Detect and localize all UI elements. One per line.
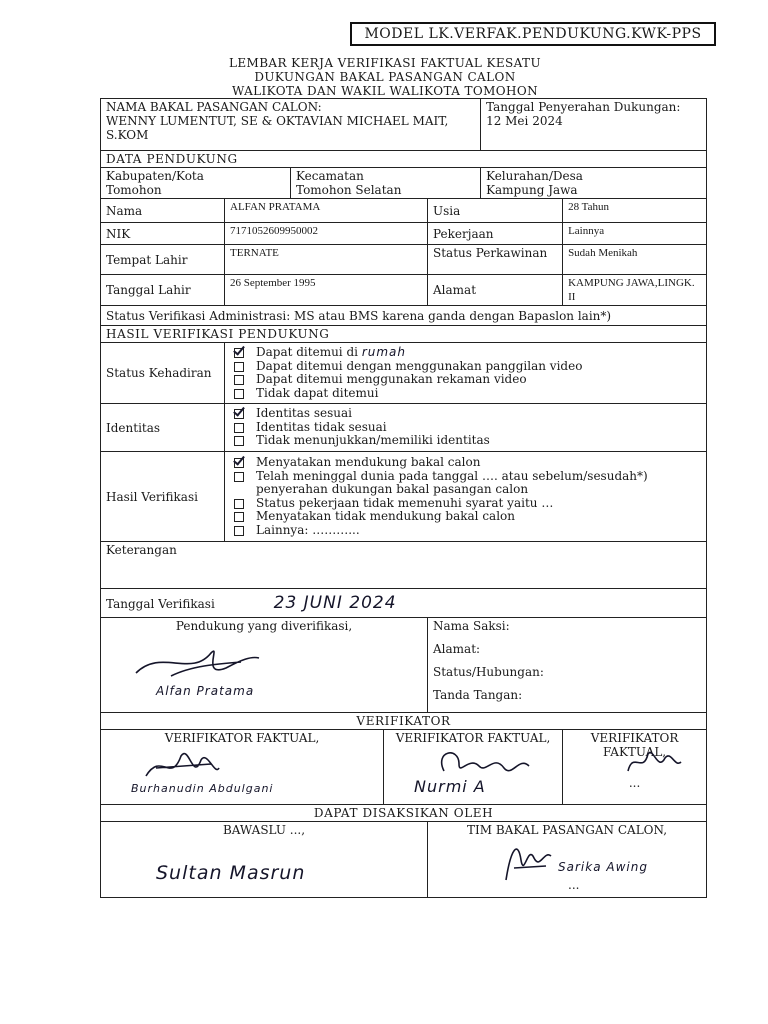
identitas-option-label: Identitas sesuai bbox=[256, 406, 352, 421]
hasil-option-5[interactable] bbox=[230, 524, 701, 538]
kehadiran-options bbox=[225, 343, 707, 404]
checkbox-icon[interactable] bbox=[234, 423, 244, 433]
kecamatan-value: Tomohon Selatan bbox=[296, 183, 402, 197]
checkbox-checked-icon[interactable] bbox=[234, 458, 244, 468]
keterangan-label: Keterangan bbox=[106, 543, 177, 557]
pekerjaan-value: Lainnya bbox=[563, 223, 707, 245]
pekerjaan-label: Pekerjaan bbox=[428, 223, 563, 245]
kehadiran-option-label: Dapat ditemui di bbox=[256, 345, 358, 359]
heading-line-1: LEMBAR KERJA VERIFIKASI FAKTUAL KESATU bbox=[229, 56, 541, 70]
verifikator-1-signature-icon bbox=[141, 746, 221, 786]
tanggal-verifikasi-cell bbox=[101, 589, 707, 618]
saksi-alamat-label: Alamat: bbox=[433, 642, 481, 656]
usia-label: Usia bbox=[428, 199, 563, 223]
hasil-option-3[interactable] bbox=[230, 497, 701, 511]
kehadiran-option-label: Tidak dapat ditemui bbox=[256, 385, 379, 400]
kelurahan-cell bbox=[481, 168, 707, 199]
keterangan-cell bbox=[101, 542, 707, 589]
kabupaten-cell bbox=[101, 168, 291, 199]
status-kawin-label: Status Perkawinan bbox=[428, 245, 563, 275]
checkbox-checked-icon[interactable] bbox=[234, 348, 244, 358]
nama-label: Nama bbox=[101, 199, 225, 223]
tempat-lahir-label: Tempat Lahir bbox=[101, 245, 225, 275]
kecamatan-cell bbox=[291, 168, 481, 199]
status-verifikasi-admin: Status Verifikasi Administrasi: MS atau BMS karena ganda dengan Bapaslon lain*) bbox=[101, 306, 707, 326]
nik-label: NIK bbox=[101, 223, 225, 245]
bawaslu-cell bbox=[101, 822, 428, 898]
hasil-option-2[interactable] bbox=[230, 470, 701, 497]
verifikator-3-name: ... bbox=[628, 776, 641, 790]
saksi-status-label: Status/Hubungan: bbox=[433, 665, 544, 679]
tempat-lahir-value: TERNATE bbox=[225, 245, 428, 275]
hasil-verifikasi-options bbox=[225, 452, 707, 542]
verifikator-1-name: Burhanudin Abdulgani bbox=[131, 782, 274, 795]
checkbox-icon[interactable] bbox=[234, 436, 244, 446]
hasil-option-label: Lainnya: ………... bbox=[256, 522, 360, 537]
heading-line-3: WALIKOTA DAN WAKIL WALIKOTA TOMOHON bbox=[231, 84, 539, 98]
alamat-label: Alamat bbox=[428, 275, 563, 306]
kehadiran-option-label: Dapat ditemui dengan menggunakan panggilan video bbox=[256, 358, 583, 373]
kabupaten-value: Tomohon bbox=[106, 183, 162, 197]
saksi-nama-label: Nama Saksi: bbox=[433, 619, 510, 633]
verifikator-3-label: VERIFIKATOR FAKTUAL, bbox=[590, 731, 679, 759]
hasil-option-label: Menyatakan tidak mendukung bakal calon bbox=[256, 509, 516, 523]
data-pendukung-title: DATA PENDUKUNG bbox=[101, 151, 707, 168]
saksi-tanda-tangan-label: Tanda Tangan: bbox=[433, 688, 523, 702]
pendukung-label: Pendukung yang diverifikasi, bbox=[175, 619, 353, 633]
pendukung-signature-cell bbox=[101, 618, 428, 713]
calon-label: NAMA BAKAL PASANGAN CALON: bbox=[106, 100, 322, 114]
kehadiran-option-1[interactable] bbox=[230, 346, 701, 360]
checkbox-icon[interactable] bbox=[234, 362, 244, 372]
checkbox-icon[interactable] bbox=[234, 389, 244, 399]
kelurahan-value: Kampung Jawa bbox=[486, 183, 578, 197]
nik-value: 7171052609950002 bbox=[225, 223, 428, 245]
bawaslu-handwritten-name: Sultan Masrun bbox=[156, 862, 306, 884]
verifikator-title: VERIFIKATOR bbox=[101, 713, 707, 730]
checkbox-icon[interactable] bbox=[234, 499, 244, 509]
verifikator-1-cell bbox=[101, 730, 384, 805]
checkbox-checked-icon[interactable] bbox=[234, 409, 244, 419]
tanggal-lahir-label: Tanggal Lahir bbox=[101, 275, 225, 306]
hasil-verifikasi-label: Hasil Verifikasi bbox=[101, 452, 225, 542]
kehadiran-option-4[interactable] bbox=[230, 387, 701, 401]
tim-cell bbox=[428, 822, 707, 898]
identitas-option-label: Tidak menunjukkan/memiliki identitas bbox=[256, 433, 490, 448]
document-heading bbox=[100, 56, 670, 98]
verifikator-3-cell bbox=[563, 730, 707, 805]
model-code-box bbox=[350, 22, 716, 46]
calon-value: WENNY LUMENTUT, SE & OKTAVIAN MICHAEL MAIT, S.KOM bbox=[106, 114, 449, 142]
kehadiran-label: Status Kehadiran bbox=[101, 343, 225, 404]
disaksikan-title: DAPAT DISAKSIKAN OLEH bbox=[101, 805, 707, 822]
identitas-option-1[interactable] bbox=[230, 407, 701, 421]
tanggal-verifikasi-value: 23 JUNI 2024 bbox=[273, 592, 397, 613]
checkbox-icon[interactable] bbox=[234, 375, 244, 385]
tim-dots: ... bbox=[568, 878, 580, 892]
kehadiran-option-label: Dapat ditemui menggunakan rekaman video bbox=[256, 372, 527, 386]
saksi-cell bbox=[428, 618, 707, 713]
calon-name-cell bbox=[101, 99, 481, 151]
tanggal-verifikasi-label: Tanggal Verifikasi bbox=[106, 596, 215, 611]
pendukung-handwritten-name: Alfan Pratama bbox=[156, 684, 255, 698]
checkbox-icon[interactable] bbox=[234, 472, 244, 482]
pendukung-signature-icon bbox=[131, 638, 261, 683]
bawaslu-label: BAWASLU ..., bbox=[222, 823, 306, 837]
verification-form bbox=[100, 98, 707, 898]
identitas-option-label: Identitas tidak sesuai bbox=[256, 419, 387, 434]
tim-handwritten-name: Sarika Awing bbox=[558, 860, 648, 874]
penyerahan-value: 12 Mei 2024 bbox=[486, 114, 563, 128]
kelurahan-label: Kelurahan/Desa bbox=[486, 169, 583, 183]
tanggal-lahir-value: 26 September 1995 bbox=[225, 275, 428, 306]
tim-signature-icon bbox=[496, 838, 556, 884]
verifikator-2-signature-icon bbox=[434, 746, 534, 780]
penyerahan-label: Tanggal Penyerahan Dukungan: bbox=[486, 100, 681, 114]
verifikator-2-cell bbox=[384, 730, 563, 805]
verifikator-2-label: VERIFIKATOR FAKTUAL, bbox=[395, 731, 551, 745]
kabupaten-label: Kabupaten/Kota bbox=[106, 169, 204, 183]
kehadiran-option-3[interactable] bbox=[230, 373, 701, 387]
nama-value: ALFAN PRATAMA bbox=[225, 199, 428, 223]
penyerahan-date-cell bbox=[481, 99, 707, 151]
identitas-options bbox=[225, 404, 707, 452]
model-code: MODEL LK.VERFAK.PENDUKUNG.KWK-PPS bbox=[364, 26, 702, 42]
hasil-option-label: Status pekerjaan tidak memenuhi syarat yaitu … bbox=[256, 495, 554, 510]
kecamatan-label: Kecamatan bbox=[296, 169, 364, 183]
kehadiran-handwritten: rumah bbox=[361, 345, 406, 359]
hasil-option-label: Telah meninggal dunia pada tanggal …. atau sebelum/sesudah*) penyerahan dukungan bakal pasangan calon bbox=[256, 468, 648, 496]
checkbox-icon[interactable] bbox=[234, 526, 244, 536]
usia-value: 28 Tahun bbox=[563, 199, 707, 223]
verifikator-3-signature-icon bbox=[623, 746, 683, 776]
tim-label: TIM BAKAL PASANGAN CALON, bbox=[467, 823, 668, 837]
hasil-option-4[interactable] bbox=[230, 510, 701, 524]
verifikator-1-label: VERIFIKATOR FAKTUAL, bbox=[164, 731, 320, 745]
verifikator-2-name: Nurmi A bbox=[414, 777, 486, 796]
kehadiran-option-2[interactable] bbox=[230, 360, 701, 374]
hasil-option-label: Menyatakan mendukung bakal calon bbox=[256, 455, 481, 469]
alamat-value: KAMPUNG JAWA,LINGK. II bbox=[563, 275, 707, 306]
hasil-option-1[interactable] bbox=[230, 456, 701, 470]
identitas-label: Identitas bbox=[101, 404, 225, 452]
identitas-option-2[interactable] bbox=[230, 421, 701, 435]
identitas-option-3[interactable] bbox=[230, 434, 701, 448]
status-kawin-value: Sudah Menikah bbox=[563, 245, 707, 275]
checkbox-icon[interactable] bbox=[234, 512, 244, 522]
heading-line-2: DUKUNGAN BAKAL PASANGAN CALON bbox=[254, 70, 516, 84]
hasil-title: HASIL VERIFIKASI PENDUKUNG bbox=[101, 326, 707, 343]
